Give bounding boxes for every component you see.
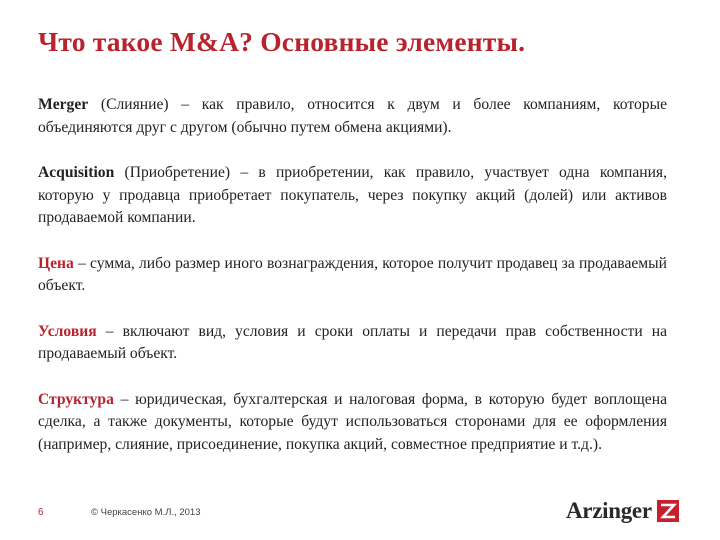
definition-conditions: – включают вид, условия и сроки оплаты и передачи прав собственности на продаваемый объект. — [38, 322, 667, 362]
slide-title: Что такое M&A? Основные элементы. — [38, 26, 526, 57]
term-conditions: Условия — [38, 322, 97, 340]
paragraph-acquisition — [38, 162, 667, 230]
paragraph-price — [38, 253, 667, 298]
definition-merger: (Слияние) – как правило, относится к двум и более компаниям, которые объединяются друг с другом (обычно путем обмена акциями). — [38, 96, 667, 136]
copyright: © Черкасенко М.Л., 2013 — [91, 507, 201, 518]
definition-structure: – юридическая, бухгалтерская и налоговая форма, в которую будет воплощена сделка, а также документы, которые будут использоваться сторонами для ее оформления (например, слияние, присоединение, покупка акций, совместное предприятие и т.д.). — [38, 390, 667, 453]
definition-price: – сумма, либо размер иного вознаграждения, которое получит продавец за продаваемый объект. — [38, 254, 667, 294]
content-body — [38, 94, 667, 478]
term-price: Цена — [38, 254, 74, 272]
paragraph-structure — [38, 389, 667, 457]
paragraph-conditions — [38, 321, 667, 366]
paragraph-merger — [38, 94, 667, 139]
term-acquisition: Acquisition — [38, 164, 115, 181]
logo-text: Arzinger — [566, 498, 652, 523]
term-structure: Структура — [38, 390, 114, 408]
term-merger: Merger — [38, 96, 89, 113]
company-logo — [566, 498, 679, 524]
logo-mark-icon — [657, 500, 679, 522]
definition-acquisition: (Приобретение) – в приобретении, как правило, участвует одна компания, которую у продавца приобретает покупатель, через покупку акций (долей) или активов продаваемой компании. — [38, 164, 667, 226]
page-number: 6 — [38, 507, 44, 518]
